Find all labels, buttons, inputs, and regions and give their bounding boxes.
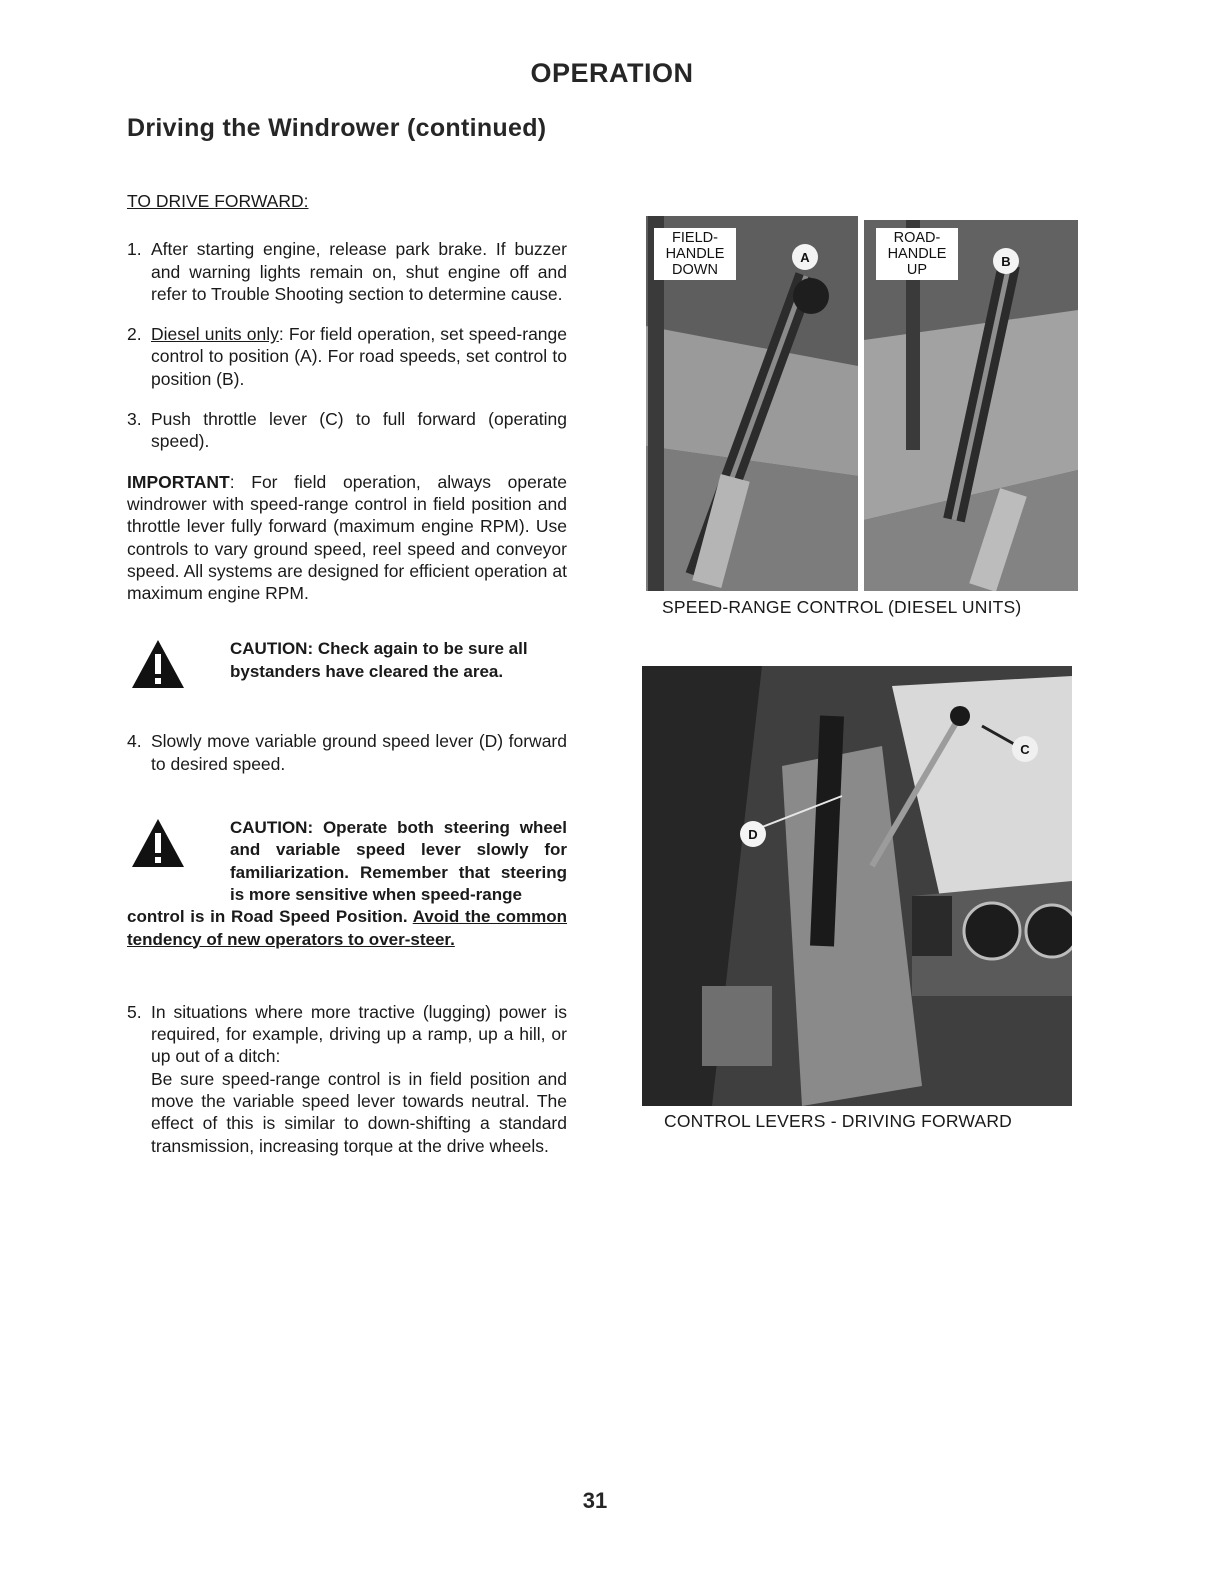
step-4 [127,730,567,775]
step-3 [127,408,567,453]
caution-text: CAUTION: Operate both steering wheel and variable speed lever slowly for familiarization. Remember that steering is more sensitive when speed-range [230,818,567,904]
caution-tail-underlined: Avoid the common tendency of new operators to over-steer. [127,907,567,949]
step-text [151,1001,567,1157]
caution-bystanders [127,638,567,690]
page-title: OPERATION [530,58,694,88]
callout-c: C [1012,736,1038,762]
control-levers-caption: CONTROL LEVERS - DRIVING FORWARD [664,1111,1013,1131]
callout-a: A [792,244,818,270]
speed-range-figure [646,216,1078,591]
step-5-para-1: In situations where more tractive (lugging) power is required, for example, driving up a ramp, up a hill, or up out of a ditch: [151,1001,567,1067]
important-label: IMPORTANT [127,471,230,492]
warning-icon [127,817,230,906]
step-text: Slowly move variable ground speed lever (D) forward to desired speed. [151,731,567,774]
control-levers-photo [642,666,1072,1106]
speed-range-caption: SPEED-RANGE CONTROL (DIESEL UNITS) [662,597,1022,617]
step-text: After starting engine, release park brake. If buzzer and warning lights remain on, shut engine off and refer to Trouble Shooting section to determine cause. [151,239,567,304]
step-2-rest: : For field operation, set speed-range control to position (A). For road speeds, set control to position (B). [151,324,568,389]
step-text [151,323,567,390]
step-text: Push throttle lever (C) to full forward (operating speed). [151,409,567,452]
callout-b: B [993,248,1019,274]
warning-icon [127,638,230,690]
step-number: 1. [127,239,142,260]
road-handle-label: ROAD- HANDLE UP [876,228,958,280]
step-2 [127,323,567,390]
important-text: : For field operation, always operate windrower with speed-range control in field position and throttle lever fully forward (maximum engine RPM). Use controls to vary ground speed, reel speed and conveyor speed. All systems are designed for efficient operation at maximum engine RPM. [127,471,567,604]
caution-tail-text: control is in Road Speed Position. [127,907,408,927]
section-title: Driving the Windrower (continued) [127,114,547,142]
caution-steering [127,817,567,951]
step-number: 2. [127,324,142,345]
step-number: 3. [127,409,142,430]
control-levers-figure [642,666,1072,1106]
subhead-drive-forward: TO DRIVE FORWARD: [127,191,309,211]
step-5-para-2: Be sure speed-range control is in field position and move the variable speed lever towards neutral. The effect of this is similar to down-shifting a standard transmission, increasing torque at the drive wheels. [151,1068,567,1156]
page-number: 31 [582,1488,608,1513]
important-note [127,471,567,605]
instructions-column [127,190,567,1175]
step-5 [127,1001,567,1157]
callout-d: D [740,821,766,847]
step-number: 4. [127,731,142,752]
caution-tail [127,906,567,951]
step-1 [127,238,567,305]
caution-text: CAUTION: Check again to be sure all bystanders have cleared the area. [230,639,528,681]
field-handle-label: FIELD- HANDLE DOWN [654,228,736,280]
step-number: 5. [127,1001,142,1022]
diesel-units-only: Diesel units only [151,324,279,345]
